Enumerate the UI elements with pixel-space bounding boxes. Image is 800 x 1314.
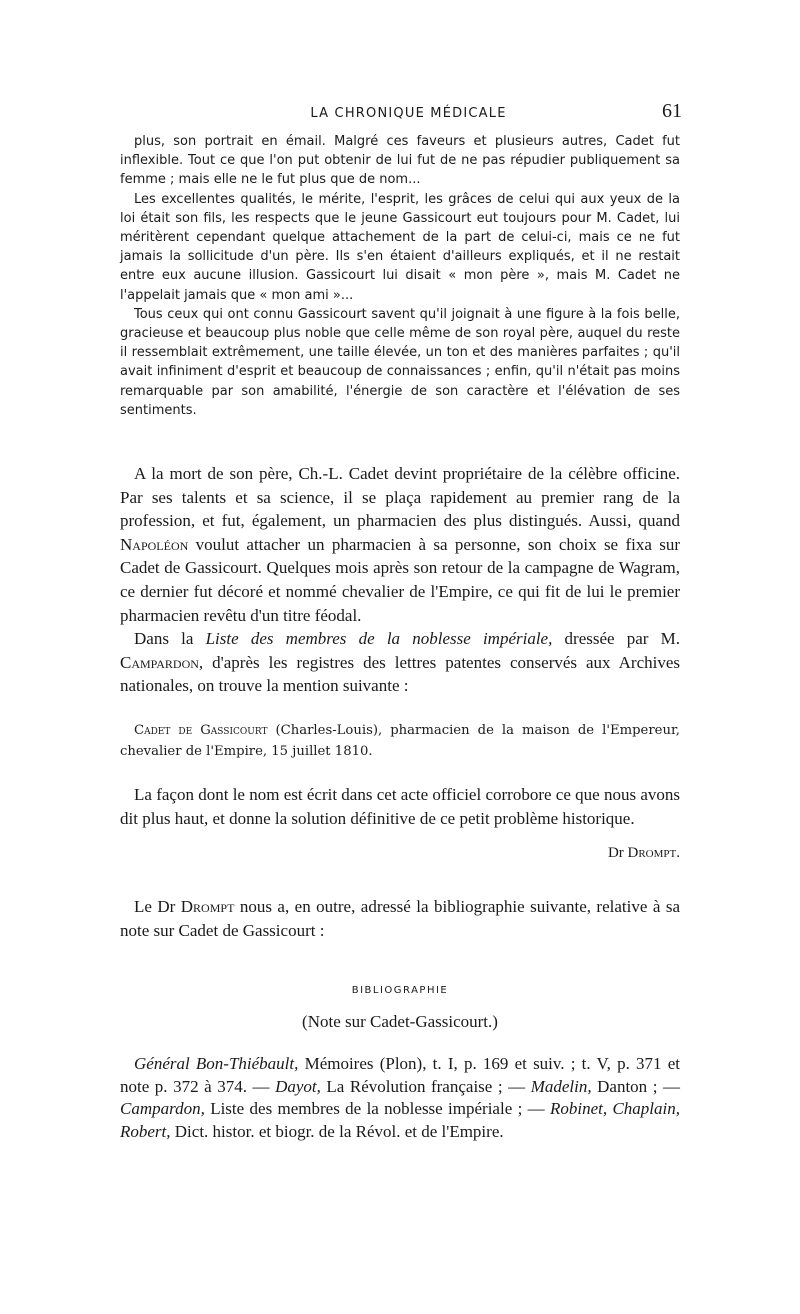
author-signature: [608, 845, 680, 862]
main-text-section: [120, 462, 680, 698]
running-title: LA CHRONIQUE MÉDICALE: [310, 106, 507, 121]
paragraph: [120, 462, 680, 627]
text-run: Le Dr: [134, 897, 176, 916]
page-number: 61: [662, 100, 682, 122]
signature-prefix: Dr: [607, 845, 624, 861]
bib-entry: Mémoires (Plon), t. I, p. 169 et suiv. ; t. V, p. 371 et note p. 372 à 374. —: [120, 1054, 681, 1096]
text-run: nous a, en outre, adressé la bibliographie suivante, relative à sa note sur Cadet de Gassicourt :: [120, 897, 681, 940]
book-title: Liste des membres de la noblesse impériale,: [205, 629, 553, 649]
bibliography-intro: [120, 895, 680, 943]
paragraph: Tous ceux qui ont connu Gassicourt savent qu'il joignait à une figure à la fois belle, gracieuse et beaucoup plus noble que celle même de son royal père, auquel du reste il ressemblait extrêmement, une taille élevée, un ton et des manières parfaites ; qu'il avait infiniment d'esprit et beaucoup de connaissances ; enfin, qu'il n'était pas moins remarquable par son amabilité, l'énergie de son caractère et l'élévation de ses sentiments.: [120, 306, 680, 418]
bib-entry: Danton ; —: [597, 1076, 680, 1096]
paragraph: plus, son portrait en émail. Malgré ces faveurs et plusieurs autres, Cadet fut inflexible. Tout ce que l'on put obtenir de lui fut de ne pas répudier publiquement sa femme ; mais elle ne le fut plus que de nom...: [120, 134, 680, 188]
bib-author: Campardon,: [120, 1099, 205, 1118]
page-header: [135, 100, 682, 130]
bib-author: Général Bon-Thiébault,: [134, 1054, 299, 1073]
bib-entry: Liste des membres de la noblesse impériale ; —: [210, 1099, 545, 1118]
archival-citation: [120, 720, 680, 762]
citation-name: Cadet de Gassicourt: [134, 723, 268, 738]
bibliography-heading: BIBLIOGRAPHIE: [351, 985, 449, 996]
quoted-section: [120, 132, 680, 420]
text-run: dressée par M.: [564, 629, 681, 649]
bib-entry: La Révolution française ; —: [326, 1076, 526, 1096]
conclusion-paragraph: La façon dont le nom est écrit dans cet acte officiel corrobore ce que nous avons dit plus haut, et donne la solution définitive de ce petit problème historique.: [120, 785, 680, 828]
text-run: A la mort de son père, Ch.-L. Cadet devint propriétaire de la célèbre officine. Par ses talents et sa science, il se plaça rapidement au premier rang de la profession, et fut, également, un pharmacien des plus distingués. Aussi, quand: [120, 464, 680, 531]
bib-author: Dayot,: [275, 1076, 321, 1096]
paragraph: [120, 627, 680, 698]
bibliography-list: [120, 1053, 680, 1143]
citation-text: (Charles-Louis), pharmacien de la maison de l'Empereur, chevalier de l'Empire, 15 juillet 1810.: [120, 723, 681, 759]
text-run: , d'après les registres des lettres patentes conservés aux Archives nationales, on trouve la mention suivante :: [120, 652, 680, 696]
bib-entry: Dict. histor. et biogr. de la Révol. et de l'Empire.: [174, 1121, 504, 1141]
person-name: Campardon: [120, 652, 199, 672]
bibliography-subheading: (Note sur Cadet-Gassicourt.): [302, 1012, 498, 1031]
text-run: voulut attacher un pharmacien à sa personne, son choix se fixa sur Cadet de Gassicourt. Quelques mois après son retour de la campagne de Wagram, ce dernier fut décoré et nommé chevalier de l'Empire, ce qui fit de lui le premier pharmacien revêtu d'un titre féodal.: [120, 534, 680, 625]
bib-author: Madelin,: [530, 1076, 592, 1096]
person-name: Drompt: [180, 897, 235, 916]
bib-author: Robinet, Chaplain, Robert,: [120, 1099, 680, 1141]
paragraph: Les excellentes qualités, le mérite, l'esprit, les grâces de celui qui aux yeux de la loi était son fils, les respects que le jeune Gassicourt eut toujours pour M. Cadet, lui méritèrent cependant quelque attachement de la part de celui-ci, mais ce ne fut jamais la sollicitude d'un père. Ils s'en étaient d'ailleurs expliqués, et il ne restait entre eux aucune illusion. Gassicourt lui disait « mon père », mais M. Cadet ne l'appelait jamais que « mon ami »...: [120, 191, 680, 303]
person-name: Napoléon: [120, 534, 189, 554]
text-run: Dans la: [134, 629, 194, 649]
signature-name: Drompt.: [627, 845, 680, 861]
